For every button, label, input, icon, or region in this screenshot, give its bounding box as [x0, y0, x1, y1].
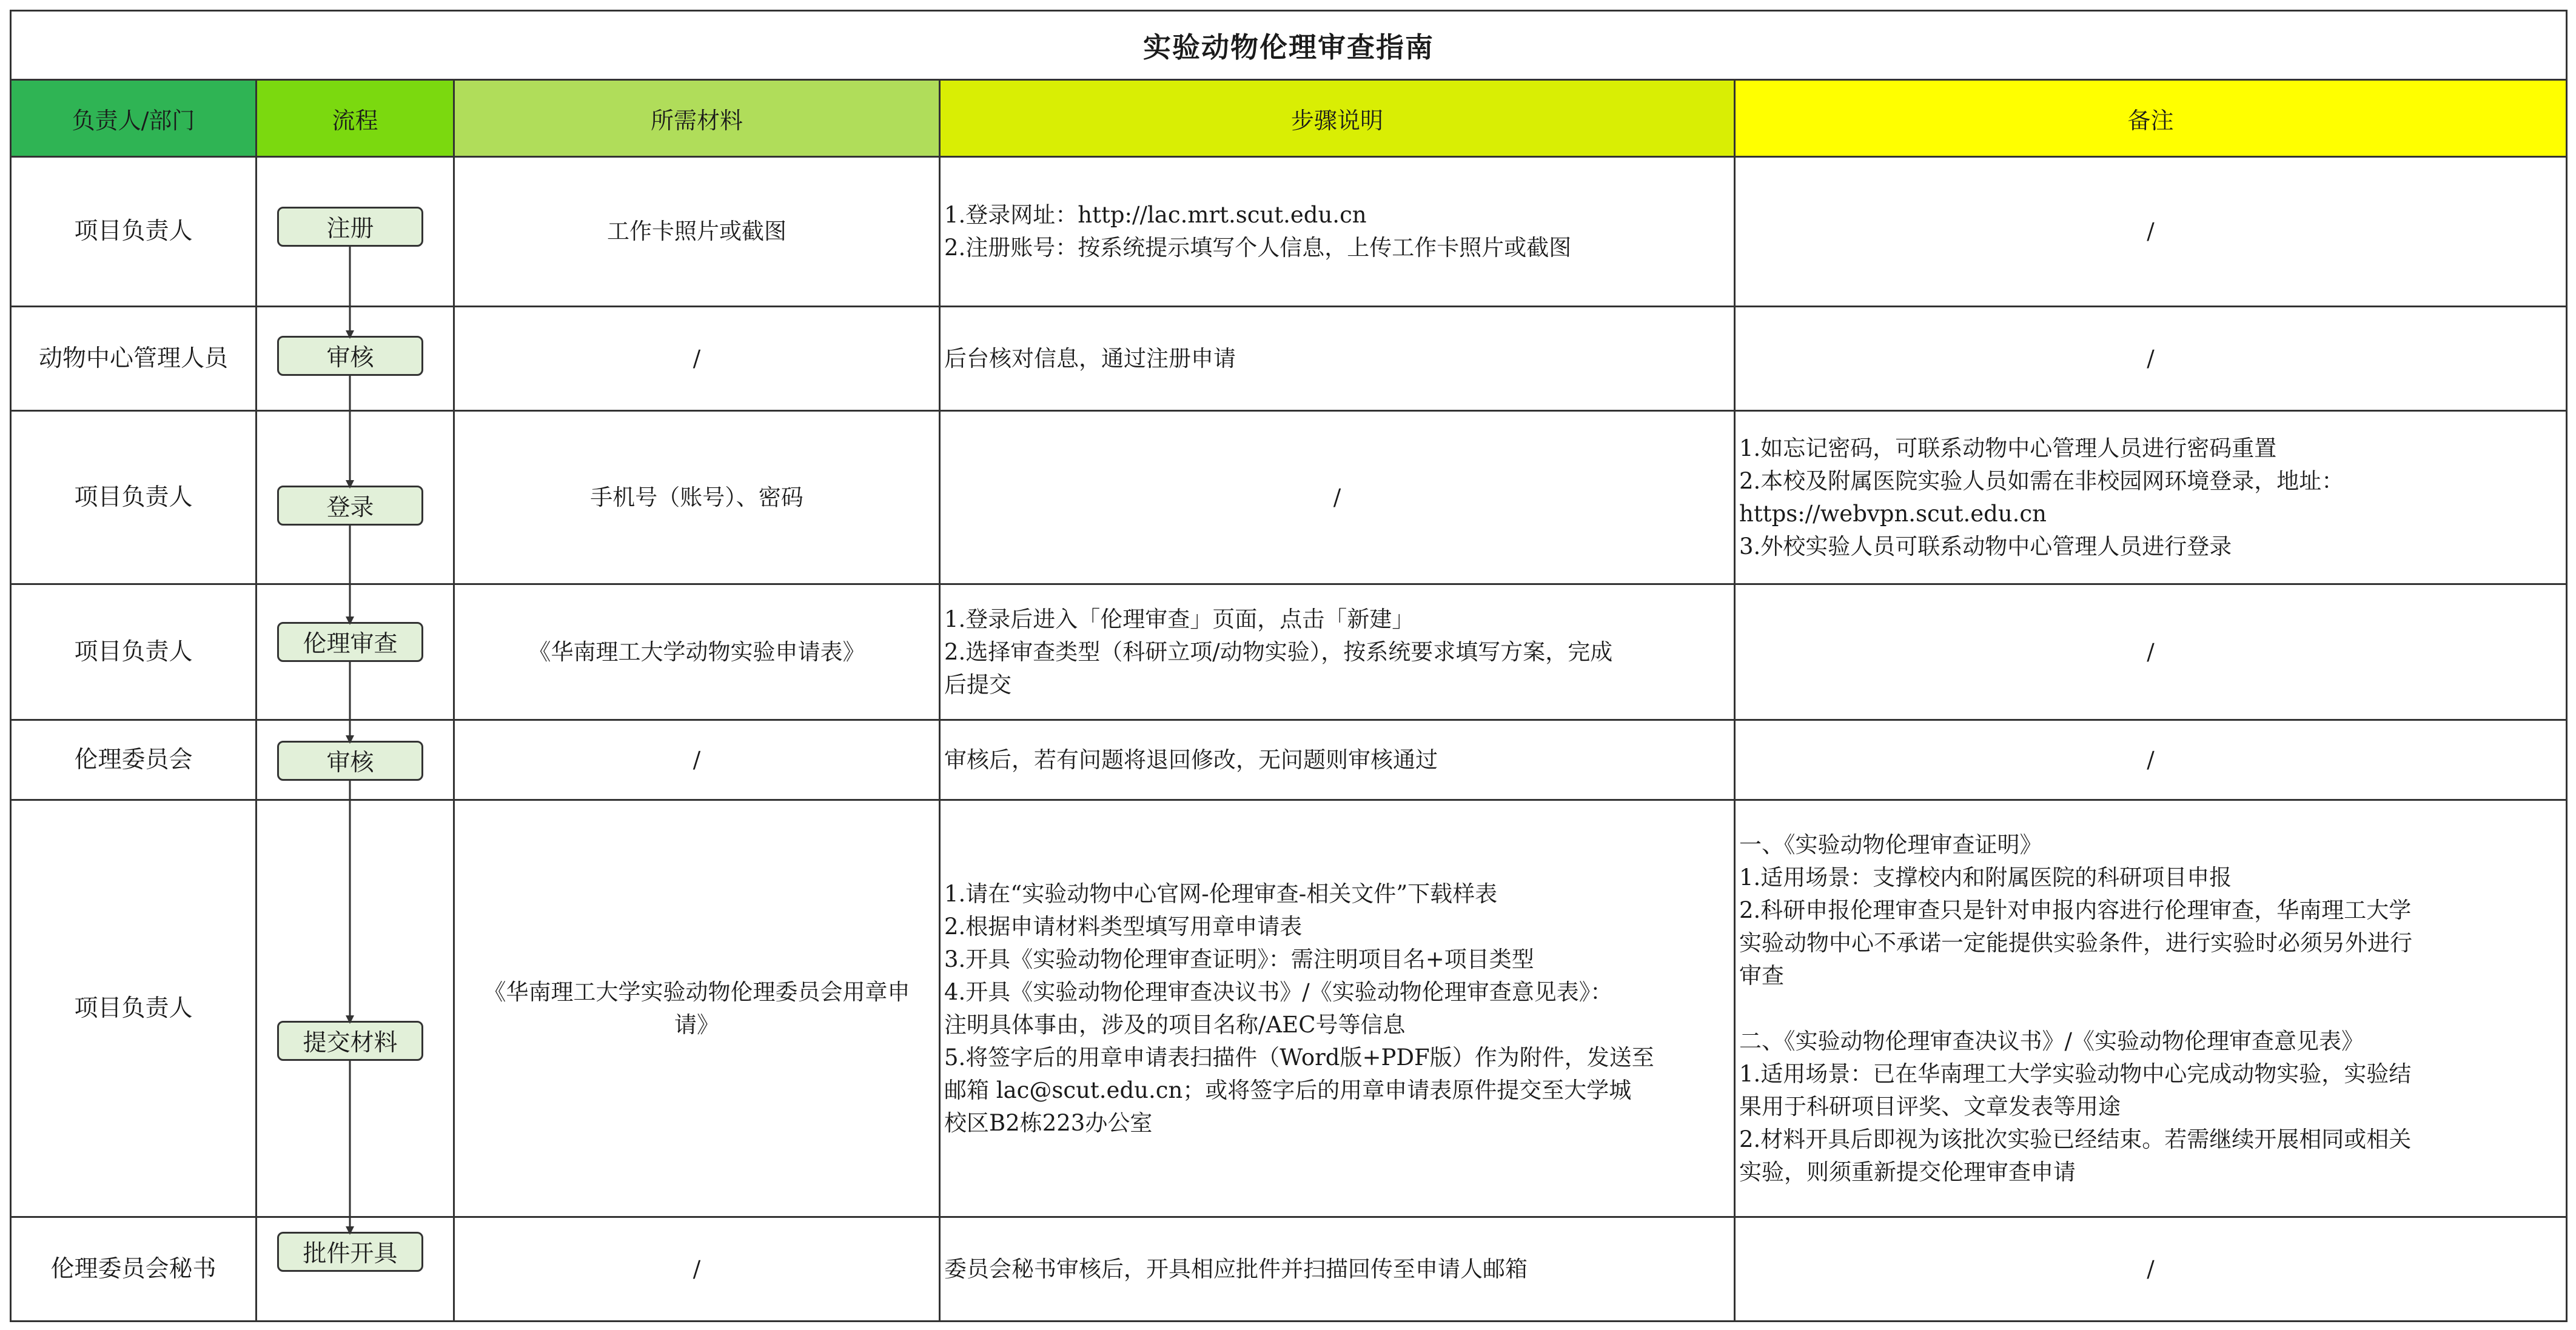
note-line: https://webvpn.scut.edu.cn [1739, 500, 2047, 527]
dept-label: 伦理委员会 [74, 746, 193, 774]
flow-step-4: 伦理审查 [277, 622, 423, 662]
note-line: 2.科研申报伦理审查只是针对申报内容进行伦理审查，华南理工大学 [1739, 897, 2412, 923]
flow-step-1: 注册 [277, 207, 423, 247]
note-line: 1.如忘记密码，可联系动物中心管理人员进行密码重置 [1739, 435, 2277, 461]
note-line: 2.材料开具后即视为该批次实验已经结束。若需继续开展相同或相关 [1739, 1126, 2412, 1152]
instruction-line: 校区B2栋223办公室 [944, 1109, 1153, 1136]
materials-text: 工作卡照片或截图 [607, 218, 787, 244]
note-line: 果用于科研项目评奖、文章发表等用途 [1739, 1093, 2121, 1120]
note-line: / [2147, 1256, 2155, 1282]
instruction-line: 邮箱 lac@scut.edu.cn；或将签字后的用章申请表原件提交至大学城 [944, 1077, 1632, 1103]
note-line: / [2147, 218, 2155, 244]
instruction-line: 1.登录网址：http://lac.mrt.scut.edu.cn [944, 202, 1367, 228]
dept-label: 项目负责人 [74, 994, 193, 1022]
dept-label: 伦理委员会秘书 [50, 1255, 216, 1283]
instruction-line: 2.注册账号：按系统提示填写个人信息，上传工作卡照片或截图 [944, 235, 1572, 261]
note-line: 实验动物中心不承诺一定能提供实验条件，进行实验时必须另外进行 [1739, 929, 2412, 956]
guide-table [10, 10, 2568, 1322]
instruction-line: 委员会秘书审核后，开具相应批件并扫描回传至申请人邮箱 [944, 1256, 1528, 1282]
flow-step-2: 审核 [277, 336, 423, 376]
instruction-line: / [1333, 484, 1341, 510]
header-flow: 流程 [257, 81, 455, 158]
note-line: / [2147, 746, 2155, 773]
note-line: 3.外校实验人员可联系动物中心管理人员进行登录 [1739, 533, 2232, 560]
materials-text: / [693, 1256, 701, 1282]
header-materials: 所需材料 [455, 81, 941, 158]
instruction-line: 2.根据申请材料类型填写用章申请表 [944, 913, 1303, 940]
materials-text: / [693, 746, 701, 773]
note-line: 1.适用场景：已在华南理工大学实验动物中心完成动物实验，实验结 [1739, 1060, 2412, 1087]
instruction-line: 后台核对信息，通过注册申请 [944, 345, 1236, 372]
header-instructions: 步骤说明 [941, 81, 1736, 158]
dept-label: 项目负责人 [74, 218, 193, 245]
instruction-line: 注明具体事由，涉及的项目名称/AEC号等信息 [944, 1011, 1406, 1038]
page-title: 实验动物伦理审查指南 [12, 12, 2566, 81]
instruction-line: 3.开具《实验动物伦理审查证明》：需注明项目名+项目类型 [944, 946, 1534, 972]
note-line: 1.适用场景：支撑校内和附属医院的科研项目申报 [1739, 864, 2232, 891]
flow-arrows [12, 12, 2566, 1321]
note-line: 二、《实验动物伦理审查决议书》/《实验动物伦理审查意见表》 [1739, 1028, 2364, 1054]
flow-step-5: 审核 [277, 741, 423, 781]
instruction-line: 后提交 [944, 671, 1011, 698]
note-line: / [2147, 638, 2155, 665]
note-line: / [2147, 345, 2155, 372]
materials-text: 《华南理工大学动物实验申请表》 [528, 638, 865, 665]
note-line: 一、《实验动物伦理审查证明》 [1739, 831, 2042, 858]
dept-label: 项目负责人 [74, 638, 193, 666]
instruction-line: 审核后，若有问题将退回修改，无问题则审核通过 [944, 746, 1438, 773]
materials-text: 《华南理工大学实验动物伦理委员会用章申请》 [483, 978, 910, 1038]
flow-step-7: 批件开具 [277, 1232, 423, 1272]
header-notes: 备注 [1736, 81, 2566, 158]
instruction-line: 1.请在“实验动物中心官网-伦理审查-相关文件”下载样表 [944, 880, 1498, 907]
dept-label: 项目负责人 [74, 483, 193, 511]
flow-step-6: 提交材料 [277, 1021, 423, 1061]
materials-text: 手机号（账号）、密码 [590, 484, 803, 510]
header-dept: 负责人/部门 [12, 81, 257, 158]
note-line: 审查 [1739, 962, 1784, 989]
instruction-line: 2.选择审查类型（科研立项/动物实验），按系统要求填写方案，完成 [944, 638, 1613, 665]
instruction-line: 4.开具《实验动物伦理审查决议书》/《实验动物伦理审查意见表》： [944, 978, 1613, 1005]
instruction-line: 1.登录后进入「伦理审查」页面，点击「新建」 [944, 606, 1415, 632]
note-line: 实验，则须重新提交伦理审查申请 [1739, 1158, 2076, 1185]
note-line: 2.本校及附属医院实验人员如需在非校园网环境登录，地址： [1739, 467, 2344, 494]
instruction-line: 5.将签字后的用章申请表扫描件（Word版+PDF版）作为附件，发送至 [944, 1044, 1654, 1071]
flow-step-3: 登录 [277, 486, 423, 526]
materials-text: / [693, 345, 701, 372]
dept-label: 动物中心管理人员 [38, 344, 228, 372]
